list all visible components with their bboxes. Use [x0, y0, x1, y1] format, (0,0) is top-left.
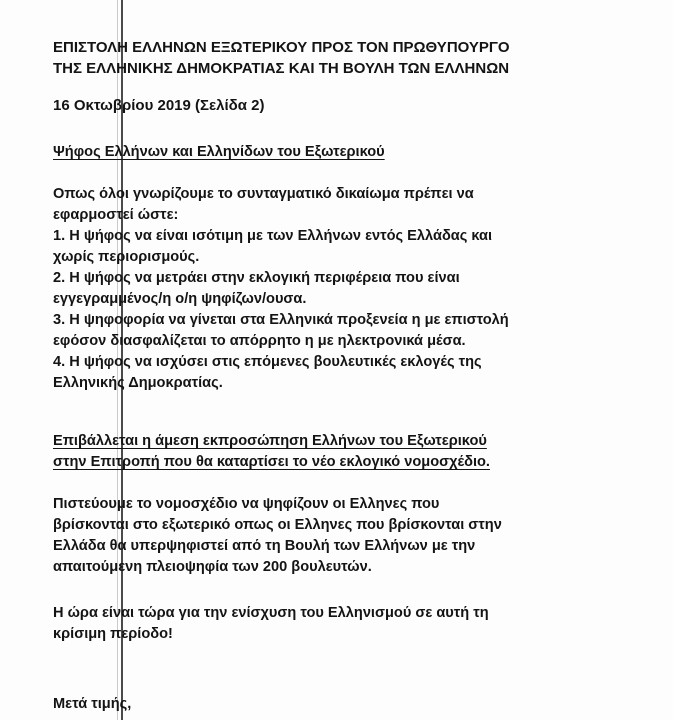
representation-line-1: Επιβάλλεται η άμεση εκπροσώπηση Ελλήνων του Εξωτερικού — [53, 433, 487, 449]
list-item-2-line-2: εγγεγραμμένος/η ο/η ψηφίζων/ουσα. — [53, 291, 307, 307]
closing-line-2: κρίσιμη περίοδο! — [53, 626, 173, 642]
list-item-2-line-1: 2. Η ψήφος να μετράει στην εκλογική περιφέρεια που είναι — [53, 270, 460, 286]
list-item-1-line-1: 1. Η ψήφος να είναι ισότιμη με των Ελλήνων εντός Ελλάδας και — [53, 228, 493, 244]
list-item-4-line-1: 4. Η ψήφος να ισχύσει στις επόμενες βουλευτικές εκλογές της — [53, 354, 482, 370]
list-item-3-line-2: εφόσον διασφαλίζεται το απόρρητο η με ηλεκτρονικά μέσα. — [53, 333, 466, 349]
intro-line-1: Οπως όλοι γνωρίζουμε το συνταγματικό δικαίωμα πρέπει να — [53, 186, 474, 202]
title-line-1: ΕΠΙΣΤΟΛΗ ΕΛΛΗΝΩΝ ΕΞΩΤΕΡΙΚΟΥ ΠΡΟΣ ΤΟΝ ΠΡΩΘΥΠΟΥΡΓΟ — [53, 39, 510, 56]
representation-demand — [53, 431, 490, 473]
paragraph-line-3: Ελλάδα θα υπερψηφιστεί από τη Βουλή των Ελλήνων με την — [53, 538, 476, 554]
date-line: 16 Οκτωβρίου 2019 (Σελίδα 2) — [53, 97, 265, 114]
title-line-2: ΤΗΣ ΕΛΛΗΝΙΚΗΣ ΔΗΜΟΚΡΑΤΙΑΣ ΚΑΙ ΤΗ ΒΟΥΛΗ ΤΩΝ ΕΛΛΗΝΩΝ — [53, 60, 510, 77]
closing-line-1: Η ώρα είναι τώρα για την ενίσχυση του Ελληνισμού σε αυτή τη — [53, 605, 489, 621]
paragraph-line-4: απαιτούμενη πλειοψηφία των 200 βουλευτών. — [53, 559, 372, 575]
intro-line-2: εφαρμοστεί ώστε: — [53, 207, 179, 223]
list-item-4-line-2: Ελληνικής Δημοκρατίας. — [53, 375, 223, 391]
letter-title — [53, 37, 510, 79]
list-item-3-line-1: 3. Η ψηφοφορία να γίνεται στα Ελληνικά προξενεία η με επιστολή — [53, 312, 509, 328]
list-item-1-line-2: χωρίς περιορισμούς. — [53, 249, 200, 265]
representation-line-2: στην Επιτροπή που θα καταρτίσει το νέο εκλογικό νομοσχέδιο. — [53, 454, 490, 470]
paragraph-line-1: Πιστεύουμε το νομοσχέδιο να ψηφίζουν οι Ελληνες που — [53, 496, 440, 512]
closing-paragraph — [53, 603, 489, 645]
section-heading-vote-abroad: Ψήφος Ελλήνων και Ελληνίδων του Εξωτερικού — [53, 144, 385, 160]
belief-paragraph — [53, 494, 502, 578]
paragraph-line-2: βρίσκονται στο εξωτερικό οπως οι Ελληνες που βρίσκονται στην — [53, 517, 502, 533]
demands-list — [53, 184, 509, 394]
signoff: Μετά τιμής, — [53, 696, 132, 712]
